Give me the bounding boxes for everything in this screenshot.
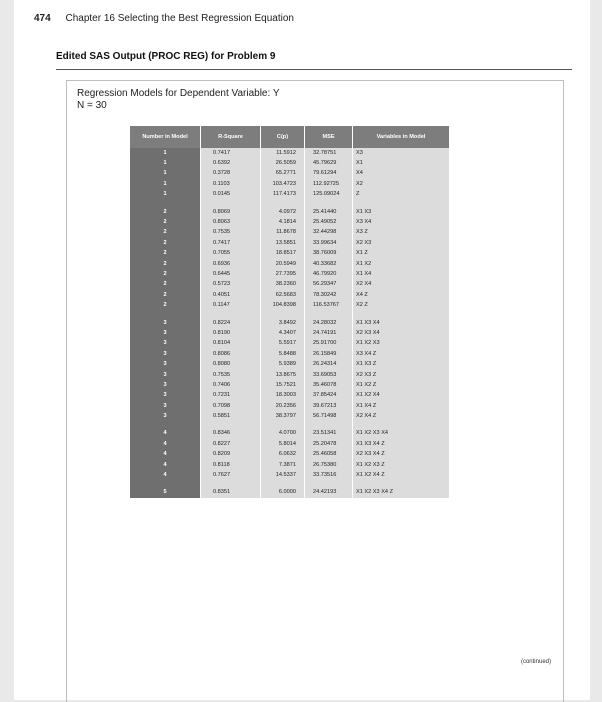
table-row bbox=[130, 148, 450, 158]
cell-mse: 25.41440 bbox=[305, 207, 353, 217]
box-heading bbox=[77, 88, 280, 112]
cell-mse: 78.30242 bbox=[305, 290, 353, 300]
table-row bbox=[130, 158, 450, 168]
cell-r-square: 0.4051 bbox=[201, 290, 261, 300]
document-page bbox=[14, 0, 590, 700]
cell-mse: 25.46058 bbox=[305, 450, 353, 460]
cell-mse: 125.09024 bbox=[305, 190, 353, 200]
table-row bbox=[130, 280, 450, 290]
cell-cp: 3.8492 bbox=[261, 318, 305, 328]
cell-r-square: 0.8346 bbox=[201, 429, 261, 439]
table-row bbox=[130, 470, 450, 480]
table-row bbox=[130, 300, 450, 310]
cell-variables: X1 X2 Z bbox=[353, 380, 450, 390]
cell-r-square: 0.6445 bbox=[201, 269, 261, 279]
cell-variables: X1 X2 X3 Z bbox=[353, 460, 450, 470]
cell-cp: 4.0700 bbox=[261, 429, 305, 439]
table-row bbox=[130, 349, 450, 359]
cell-r-square: 0.8190 bbox=[201, 328, 261, 338]
table-row bbox=[130, 290, 450, 300]
cell-cp: 13.8675 bbox=[261, 370, 305, 380]
cell-r-square: 0.8227 bbox=[201, 439, 261, 449]
cell-cp: 18.8517 bbox=[261, 249, 305, 259]
table-row bbox=[130, 488, 450, 498]
cell-cp bbox=[261, 481, 305, 488]
cell-mse: 26.15849 bbox=[305, 349, 353, 359]
table-row bbox=[130, 318, 450, 328]
cell-cp bbox=[261, 422, 305, 429]
cell-mse: 26.75380 bbox=[305, 460, 353, 470]
cell-number: 1 bbox=[130, 148, 201, 158]
cell-variables: X1 X4 Z bbox=[353, 401, 450, 411]
table-row bbox=[130, 238, 450, 248]
cell-mse: 56.71498 bbox=[305, 411, 353, 421]
cell-cp: 5.8488 bbox=[261, 349, 305, 359]
cell-r-square: 0.1147 bbox=[201, 300, 261, 310]
cell-number: 3 bbox=[130, 328, 201, 338]
cell-variables bbox=[353, 481, 450, 488]
cell-mse bbox=[305, 481, 353, 488]
table-row bbox=[130, 339, 450, 349]
table-row bbox=[130, 169, 450, 179]
cell-cp: 4.3407 bbox=[261, 328, 305, 338]
table-row bbox=[130, 460, 450, 470]
cell-number: 5 bbox=[130, 488, 201, 498]
table-row bbox=[130, 450, 450, 460]
cell-cp: 26.5059 bbox=[261, 158, 305, 168]
cell-cp: 20.2356 bbox=[261, 401, 305, 411]
cell-mse: 25.49052 bbox=[305, 217, 353, 227]
cell-number: 2 bbox=[130, 290, 201, 300]
table-row bbox=[130, 370, 450, 380]
cell-r-square: 0.8209 bbox=[201, 450, 261, 460]
cell-mse: 40.33682 bbox=[305, 259, 353, 269]
cell-variables: X1 X3 Z bbox=[353, 359, 450, 369]
cell-mse: 24.42193 bbox=[305, 488, 353, 498]
output-box bbox=[66, 80, 564, 702]
cell-number: 3 bbox=[130, 401, 201, 411]
table-row bbox=[130, 380, 450, 390]
section-divider bbox=[56, 69, 572, 70]
cell-cp: 14.5337 bbox=[261, 470, 305, 480]
cell-cp: 103.4723 bbox=[261, 179, 305, 189]
cell-variables: X3 Z bbox=[353, 228, 450, 238]
cell-mse: 25.91700 bbox=[305, 339, 353, 349]
cell-number: 3 bbox=[130, 349, 201, 359]
table-spacer-row bbox=[130, 311, 450, 318]
table-row bbox=[130, 207, 450, 217]
cell-cp: 5.5917 bbox=[261, 339, 305, 349]
cell-r-square: 0.8351 bbox=[201, 488, 261, 498]
cell-cp: 38.2360 bbox=[261, 280, 305, 290]
cell-r-square: 0.7406 bbox=[201, 380, 261, 390]
cell-mse bbox=[305, 422, 353, 429]
box-heading-line2: N = 30 bbox=[77, 100, 107, 111]
cell-mse: 37.85424 bbox=[305, 391, 353, 401]
cell-variables: X4 bbox=[353, 169, 450, 179]
cell-variables: X2 X3 X4 bbox=[353, 328, 450, 338]
col-cp: C(p) bbox=[261, 126, 305, 148]
running-header bbox=[34, 13, 570, 24]
cell-cp: 7.3871 bbox=[261, 460, 305, 470]
cell-number: 1 bbox=[130, 158, 201, 168]
chapter-title: Chapter 16 Selecting the Best Regression Equation bbox=[65, 13, 294, 24]
table-body bbox=[130, 148, 450, 498]
cell-number bbox=[130, 200, 201, 207]
cell-variables: X1 X2 X4 Z bbox=[353, 470, 450, 480]
cell-number: 1 bbox=[130, 179, 201, 189]
cell-variables: X1 X2 X3 X4 bbox=[353, 429, 450, 439]
col-r-square: R-Square bbox=[201, 126, 261, 148]
cell-number: 3 bbox=[130, 339, 201, 349]
cell-cp: 11.5912 bbox=[261, 148, 305, 158]
table-row bbox=[130, 259, 450, 269]
cell-mse: 56.29347 bbox=[305, 280, 353, 290]
cell-mse: 45.79629 bbox=[305, 158, 353, 168]
cell-r-square bbox=[201, 481, 261, 488]
cell-number: 2 bbox=[130, 249, 201, 259]
cell-number: 4 bbox=[130, 460, 201, 470]
table-spacer-row bbox=[130, 481, 450, 488]
cell-mse: 33.73516 bbox=[305, 470, 353, 480]
cell-r-square: 0.7535 bbox=[201, 228, 261, 238]
section-title: Edited SAS Output (PROC REG) for Problem 9 bbox=[56, 51, 276, 62]
cell-mse bbox=[305, 200, 353, 207]
cell-mse: 23.51341 bbox=[305, 429, 353, 439]
box-heading-line1: Regression Models for Dependent Variable: Y bbox=[77, 88, 280, 99]
cell-cp: 117.4173 bbox=[261, 190, 305, 200]
cell-r-square: 0.5723 bbox=[201, 280, 261, 290]
cell-variables: X1 X4 bbox=[353, 269, 450, 279]
table-row bbox=[130, 249, 450, 259]
cell-cp: 18.3003 bbox=[261, 391, 305, 401]
cell-cp: 6.0000 bbox=[261, 488, 305, 498]
cell-number: 2 bbox=[130, 259, 201, 269]
cell-number: 3 bbox=[130, 391, 201, 401]
cell-r-square: 0.8118 bbox=[201, 460, 261, 470]
cell-variables: X4 Z bbox=[353, 290, 450, 300]
cell-mse: 25.20478 bbox=[305, 439, 353, 449]
cell-r-square: 0.7098 bbox=[201, 401, 261, 411]
table-row bbox=[130, 391, 450, 401]
cell-variables: X2 X3 bbox=[353, 238, 450, 248]
cell-variables: X2 Z bbox=[353, 300, 450, 310]
cell-variables bbox=[353, 311, 450, 318]
cell-number: 2 bbox=[130, 280, 201, 290]
cell-cp bbox=[261, 311, 305, 318]
col-number-in-model: Number in Model bbox=[130, 126, 201, 148]
cell-variables: X3 X4 bbox=[353, 217, 450, 227]
cell-number: 4 bbox=[130, 470, 201, 480]
cell-variables: X3 X4 Z bbox=[353, 349, 450, 359]
cell-cp bbox=[261, 200, 305, 207]
cell-r-square: 0.7231 bbox=[201, 391, 261, 401]
cell-variables: X2 X4 bbox=[353, 280, 450, 290]
table-row bbox=[130, 190, 450, 200]
table-row bbox=[130, 411, 450, 421]
cell-mse: 112.92725 bbox=[305, 179, 353, 189]
cell-cp: 62.5683 bbox=[261, 290, 305, 300]
cell-number: 2 bbox=[130, 300, 201, 310]
cell-r-square: 0.0145 bbox=[201, 190, 261, 200]
table-spacer-row bbox=[130, 200, 450, 207]
cell-r-square bbox=[201, 200, 261, 207]
cell-cp: 4.1814 bbox=[261, 217, 305, 227]
cell-number bbox=[130, 422, 201, 429]
cell-variables: X3 bbox=[353, 148, 450, 158]
cell-cp: 104.8398 bbox=[261, 300, 305, 310]
cell-cp: 13.5851 bbox=[261, 238, 305, 248]
cell-number: 3 bbox=[130, 359, 201, 369]
table-row bbox=[130, 439, 450, 449]
cell-number: 3 bbox=[130, 370, 201, 380]
cell-mse: 24.28032 bbox=[305, 318, 353, 328]
cell-cp: 11.8678 bbox=[261, 228, 305, 238]
cell-variables bbox=[353, 422, 450, 429]
table-spacer-row bbox=[130, 422, 450, 429]
table-row bbox=[130, 401, 450, 411]
cell-r-square bbox=[201, 311, 261, 318]
cell-variables: X1 X2 X4 bbox=[353, 391, 450, 401]
cell-r-square: 0.8086 bbox=[201, 349, 261, 359]
cell-cp: 5.8014 bbox=[261, 439, 305, 449]
cell-cp: 38.3797 bbox=[261, 411, 305, 421]
cell-number: 4 bbox=[130, 450, 201, 460]
cell-variables: X1 X3 X4 bbox=[353, 318, 450, 328]
table-row bbox=[130, 429, 450, 439]
cell-cp: 27.7395 bbox=[261, 269, 305, 279]
cell-mse: 35.46078 bbox=[305, 380, 353, 390]
cell-mse: 24.74191 bbox=[305, 328, 353, 338]
cell-cp: 15.7521 bbox=[261, 380, 305, 390]
cell-number: 2 bbox=[130, 217, 201, 227]
table-row bbox=[130, 328, 450, 338]
cell-r-square: 0.6392 bbox=[201, 158, 261, 168]
cell-variables: X1 X2 X3 X4 Z bbox=[353, 488, 450, 498]
cell-number bbox=[130, 481, 201, 488]
cell-mse: 26.24314 bbox=[305, 359, 353, 369]
cell-r-square: 0.7417 bbox=[201, 148, 261, 158]
cell-variables: X1 X2 X3 bbox=[353, 339, 450, 349]
cell-mse: 32.78751 bbox=[305, 148, 353, 158]
cell-r-square: 0.7417 bbox=[201, 238, 261, 248]
table-row bbox=[130, 359, 450, 369]
cell-r-square: 0.8104 bbox=[201, 339, 261, 349]
cell-mse: 46.79920 bbox=[305, 269, 353, 279]
cell-number: 4 bbox=[130, 439, 201, 449]
cell-r-square: 0.7627 bbox=[201, 470, 261, 480]
cell-variables: X2 X4 Z bbox=[353, 411, 450, 421]
cell-number: 4 bbox=[130, 429, 201, 439]
cell-r-square: 0.6936 bbox=[201, 259, 261, 269]
cell-number: 2 bbox=[130, 207, 201, 217]
cell-mse: 116.53767 bbox=[305, 300, 353, 310]
cell-variables: X2 X3 Z bbox=[353, 370, 450, 380]
table-row bbox=[130, 217, 450, 227]
cell-r-square: 0.8063 bbox=[201, 217, 261, 227]
col-mse: MSE bbox=[305, 126, 353, 148]
page-number: 474 bbox=[34, 13, 51, 24]
cell-number bbox=[130, 311, 201, 318]
cell-mse: 32.44298 bbox=[305, 228, 353, 238]
cell-number: 1 bbox=[130, 190, 201, 200]
cell-cp: 4.0972 bbox=[261, 207, 305, 217]
cell-r-square: 0.7535 bbox=[201, 370, 261, 380]
table-row bbox=[130, 269, 450, 279]
cell-variables: X2 X3 X4 Z bbox=[353, 450, 450, 460]
cell-variables: X2 bbox=[353, 179, 450, 189]
cell-r-square: 0.1103 bbox=[201, 179, 261, 189]
cell-mse: 38.76009 bbox=[305, 249, 353, 259]
table-header-row bbox=[130, 126, 450, 148]
cell-variables: X1 X3 X4 Z bbox=[353, 439, 450, 449]
cell-variables: X1 X3 bbox=[353, 207, 450, 217]
cell-mse: 39.67213 bbox=[305, 401, 353, 411]
cell-number: 2 bbox=[130, 269, 201, 279]
cell-r-square: 0.3728 bbox=[201, 169, 261, 179]
cell-mse: 33.99634 bbox=[305, 238, 353, 248]
cell-variables bbox=[353, 200, 450, 207]
cell-variables: Z bbox=[353, 190, 450, 200]
col-variables: Variables in Model bbox=[353, 126, 450, 148]
table-row bbox=[130, 179, 450, 189]
table-row bbox=[130, 228, 450, 238]
cell-cp: 65.2771 bbox=[261, 169, 305, 179]
cell-number: 2 bbox=[130, 238, 201, 248]
cell-r-square: 0.8080 bbox=[201, 359, 261, 369]
cell-number: 3 bbox=[130, 318, 201, 328]
cell-number: 2 bbox=[130, 228, 201, 238]
cell-mse: 33.69053 bbox=[305, 370, 353, 380]
cell-cp: 20.5949 bbox=[261, 259, 305, 269]
cell-r-square: 0.8224 bbox=[201, 318, 261, 328]
continued-note: (continued) bbox=[520, 659, 551, 665]
regression-table bbox=[130, 126, 450, 498]
cell-r-square: 0.7055 bbox=[201, 249, 261, 259]
cell-number: 1 bbox=[130, 169, 201, 179]
cell-cp: 6.0632 bbox=[261, 450, 305, 460]
cell-r-square: 0.5851 bbox=[201, 411, 261, 421]
cell-variables: X1 X2 bbox=[353, 259, 450, 269]
cell-r-square: 0.8069 bbox=[201, 207, 261, 217]
cell-mse bbox=[305, 311, 353, 318]
cell-variables: X1 Z bbox=[353, 249, 450, 259]
cell-variables: X1 bbox=[353, 158, 450, 168]
cell-cp: 5.9389 bbox=[261, 359, 305, 369]
cell-number: 3 bbox=[130, 411, 201, 421]
cell-number: 3 bbox=[130, 380, 201, 390]
cell-r-square bbox=[201, 422, 261, 429]
cell-mse: 79.61294 bbox=[305, 169, 353, 179]
